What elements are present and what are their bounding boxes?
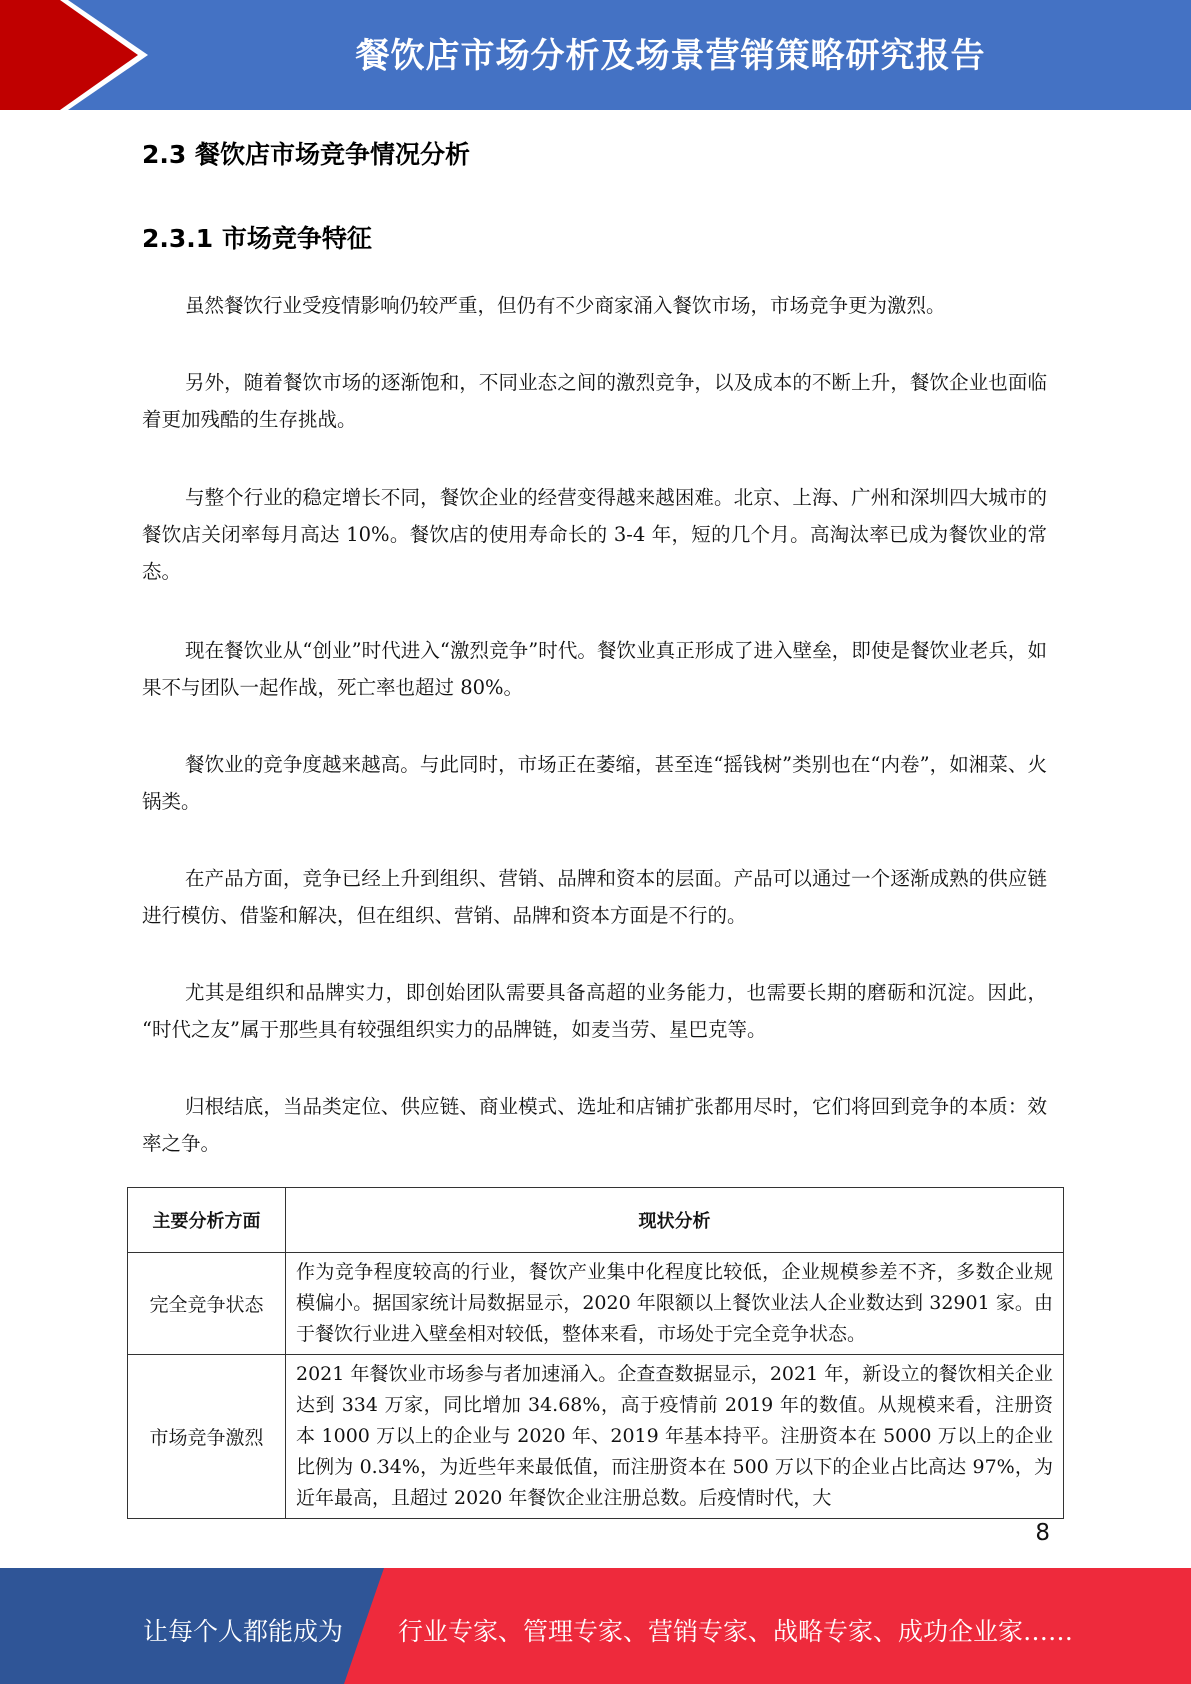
paragraph: 餐饮业的竞争度越来越高。与此同时，市场正在萎缩，甚至连“摇钱树”类别也在“内卷”，如湘菜、火锅类。 [142, 753, 1047, 813]
section-heading: 2.3 餐饮店市场竞争情况分析 [142, 140, 470, 169]
paragraph: 虽然餐饮行业受疫情影响仍较严重，但仍有不少商家涌入餐饮市场，市场竞争更为激烈。 [185, 294, 946, 317]
table-cell-analysis: 2021 年餐饮业市场参与者加速涌入。企查查数据显示，2021 年，新设立的餐饮相关企业达到 334 万家，同比增加 34.68%，高于疫情前 2019 年的数值。从规模来看，注册资本 1000 万以上的企业与 2020 年、2019 年基本持平。注册资本在 5000 万以上的企业比例为 0.34%，为近些年来最低值，而注册资本在 500 万以下的企业占比高达 97%，为近年最高，且超过 2020 年餐饮企业注册总数。后疫情时代，大 [286, 1355, 1064, 1519]
table-cell-analysis: 作为竞争程度较高的行业，餐饮产业集中化程度比较低，企业规模参差不齐，多数企业规模偏小。据国家统计局数据显示，2020 年限额以上餐饮业法人企业数达到 32901 家。由于餐饮行业进入壁垒相对较低，整体来看，市场处于完全竞争状态。 [286, 1253, 1064, 1355]
table-row [128, 1253, 1064, 1355]
paragraph: 另外，随着餐饮市场的逐渐饱和，不同业态之间的激烈竞争，以及成本的不断上升，餐饮企业也面临着更加残酷的生存挑战。 [142, 371, 1047, 431]
report-title: 餐饮店市场分析及场景营销策略研究报告 [355, 36, 986, 76]
paragraph: 与整个行业的稳定增长不同，餐饮企业的经营变得越来越困难。北京、上海、广州和深圳四大城市的餐饮店关闭率每月高达 10%。餐饮店的使用寿命长的 3-4 年，短的几个月。高淘汰率已成为餐饮业的常态。 [142, 486, 1047, 583]
table-cell-aspect: 市场竞争激烈 [128, 1355, 286, 1519]
chevron-arrow-icon [0, 0, 160, 110]
paragraph: 归根结底，当品类定位、供应链、商业模式、选址和店铺扩张都用尽时，它们将回到竞争的本质：效率之争。 [142, 1095, 1047, 1155]
paragraph: 在产品方面，竞争已经上升到组织、营销、品牌和资本的层面。产品可以通过一个逐渐成熟的供应链进行模仿、借鉴和解决，但在组织、营销、品牌和资本方面是不行的。 [142, 867, 1047, 927]
page-number: 8 [1035, 1520, 1050, 1546]
table-header-analysis: 现状分析 [286, 1188, 1064, 1253]
table-cell-aspect: 完全竞争状态 [128, 1253, 286, 1355]
footer-banner [0, 1568, 1191, 1684]
subsection-heading: 2.3.1 市场竞争特征 [142, 224, 372, 253]
table-header-row [128, 1188, 1064, 1253]
footer-slogan-right: 行业专家、管理专家、营销专家、战略专家、成功企业家…… [398, 1617, 1074, 1646]
header-banner [0, 0, 1191, 110]
paragraph: 现在餐饮业从“创业”时代进入“激烈竞争”时代。餐饮业真正形成了进入壁垒，即使是餐饮业老兵，如果不与团队一起作战，死亡率也超过 80%。 [142, 639, 1047, 699]
paragraph: 尤其是组织和品牌实力，即创始团队需要具备高超的业务能力，也需要长期的磨砺和沉淀。因此， “时代之友”属于那些具有较强组织实力的品牌链，如麦当劳、星巴克等。 [142, 981, 1047, 1041]
table-header-aspect: 主要分析方面 [128, 1188, 286, 1253]
table-row [128, 1355, 1064, 1519]
footer-slogan-left: 让每个人都能成为 [143, 1617, 344, 1646]
analysis-table [127, 1187, 1064, 1519]
